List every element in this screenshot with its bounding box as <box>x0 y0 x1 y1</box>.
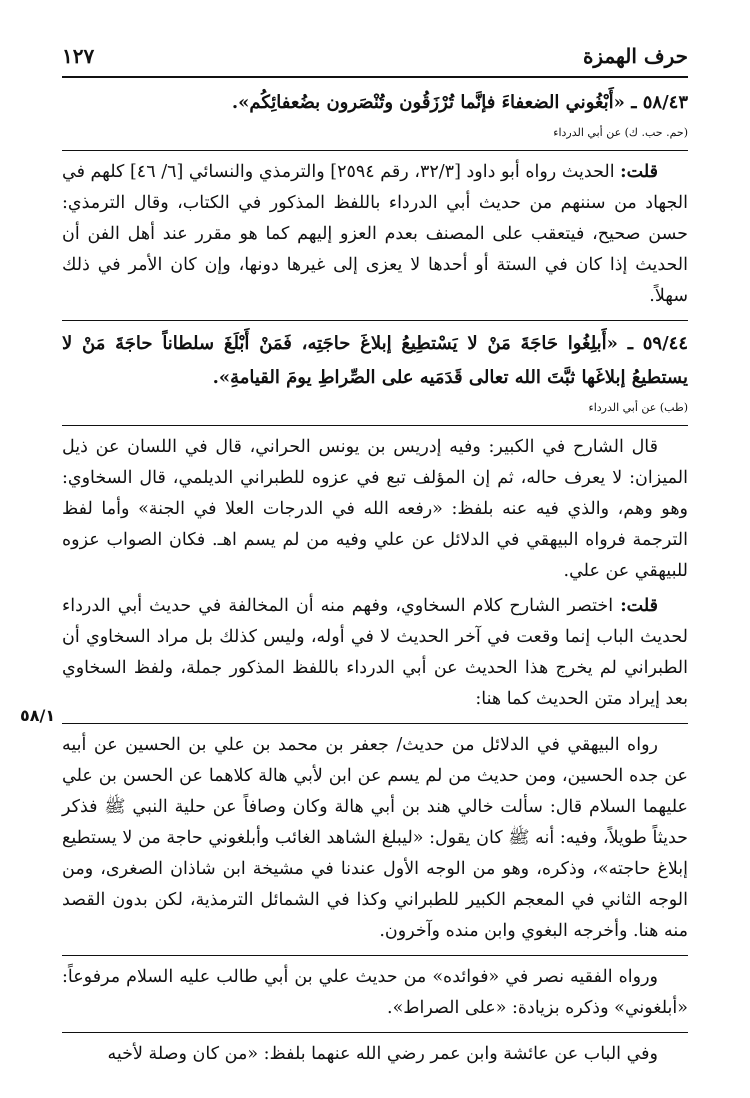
divider <box>62 1032 688 1033</box>
hadith-44-source: (طب) عن أبي الدرداء <box>588 401 688 414</box>
commentary-text: اختصر الشارح كلام السخاوي، وفهم منه أن المخالفة في حديث أبي الدرداء لحديث الباب إنما وقعت في آخر الحديث لا في أوله، وليس كذلك بل مراد السخاوي أن الطبراني لم يخرج هذا الحديث عن أبي الدرداء باللفظ المذكور جملة، ولفظ السخاوي بعد إيراد متن الحديث كما هنا: <box>62 596 688 709</box>
hadith-44: ٥٩/٤٤ ـ «أَبلِغُوا حَاجَةَ مَنْ لا يَسْتطِيعُ إبلاغَ حاجَتِه، فَمَنْ أَبْلَغَ سلطاناً حاجَةَ مَنْ لا يستطيعُ إبلاغَها ثبَّتَ الله تعالى قَدَمَيه على الصِّراطِ يومَ القيامةِ». <box>62 333 688 388</box>
divider <box>62 723 688 724</box>
margin-reference: ٥٨/١ <box>20 706 56 725</box>
divider <box>62 425 688 426</box>
divider <box>62 320 688 321</box>
commentary-paragraph-2: قال الشارح في الكبير: وفيه إدريس بن يونس الحراني، قال في اللسان عن ذيل الميزان: لا يعرف حاله، ثم إن المؤلف تبع في عزوه للطبراني الديلمي، قال السخاوي: وهو وهم، والذي فيه عنه بلفظ: «رفعه الله في الدرجات العلا في الجنة» وأما لفظ الترجمة فرواه البيهقي في الدلائل عن علي وفيه من لم يسم اهـ. فكان الصواب عزوه للبيهقي عن علي. <box>62 437 688 581</box>
divider <box>62 150 688 151</box>
page-number: ١٢٧ <box>62 44 95 68</box>
qultu-label: قلت: <box>620 596 658 616</box>
commentary-paragraph-3 <box>62 591 688 715</box>
commentary-paragraph-5: ورواه الفقيه نصر في «فوائده» من حديث علي بن أبي طالب عليه السلام مرفوعاً: «أبلغوني» وذكره بزيادة: «على الصراط». <box>62 967 688 1018</box>
chapter-title: حرف الهمزة <box>582 44 688 68</box>
hadith-43-source: (حم. حب. ك) عن أبي الدرداء <box>553 126 688 139</box>
commentary-paragraph-1 <box>62 157 688 312</box>
qultu-label: قلت: <box>620 162 658 182</box>
page-header <box>62 40 688 78</box>
main-text <box>62 86 688 1070</box>
commentary-text: الحديث رواه أبو داود [٣٢/٣، رقم ٢٥٩٤] والترمذي والنسائي [٦/ ٤٦] كلهم في الجهاد من سننهم من حديث أبي الدرداء باللفظ المذكور في الكتاب، وقال الترمذي: حسن صحيح، فيتعقب على المصنف بعدم العزو إليهم كما هو مقرر عند أهل الفن أن الحديث إذا كان في الستة أو أحدها لا يعزى إلى غيرها دونها، وإن كان الأمر في ذلك سهلاً. <box>62 162 688 306</box>
commentary-paragraph-6: وفي الباب عن عائشة وابن عمر رضي الله عنهما بلفظ: «من كان وصلة لأخيه <box>107 1044 658 1064</box>
divider <box>62 955 688 956</box>
commentary-paragraph-4: رواه البيهقي في الدلائل من حديث/ جعفر بن محمد بن علي بن الحسين عن أبيه عن جده الحسين، ومن حديث من لم يسم عن ابن لأبي هالة كلاهما عن الحسن بن علي عليهما السلام قال: سألت خالي هند بن أبي هالة وكان وصافاً عن حلية النبي ﷺ فذكر حديثاً طويلاً، وفيه: أنه ﷺ كان يقول: «ليبلغ الشاهد الغائب وأبلغوني حاجة من لا يستطيع إبلاغ حاجته»، وذكره، وهو من الوجه الأول عندنا في مشيخة ابن شاذان الصغرى، ومن الوجه الثاني في المعجم الكبير للطبراني وكذا في الشمائل الترمذية، لكن بدون القصد منه هنا. وأخرجه البغوي وابن منده وآخرون. <box>62 735 688 941</box>
hadith-43: ٥٨/٤٣ ـ «أَبْغُوني الضعفاءَ فإنَّما تُرْزَقُون وتُنْصَرون بضُعفائِكُم». <box>231 92 688 113</box>
